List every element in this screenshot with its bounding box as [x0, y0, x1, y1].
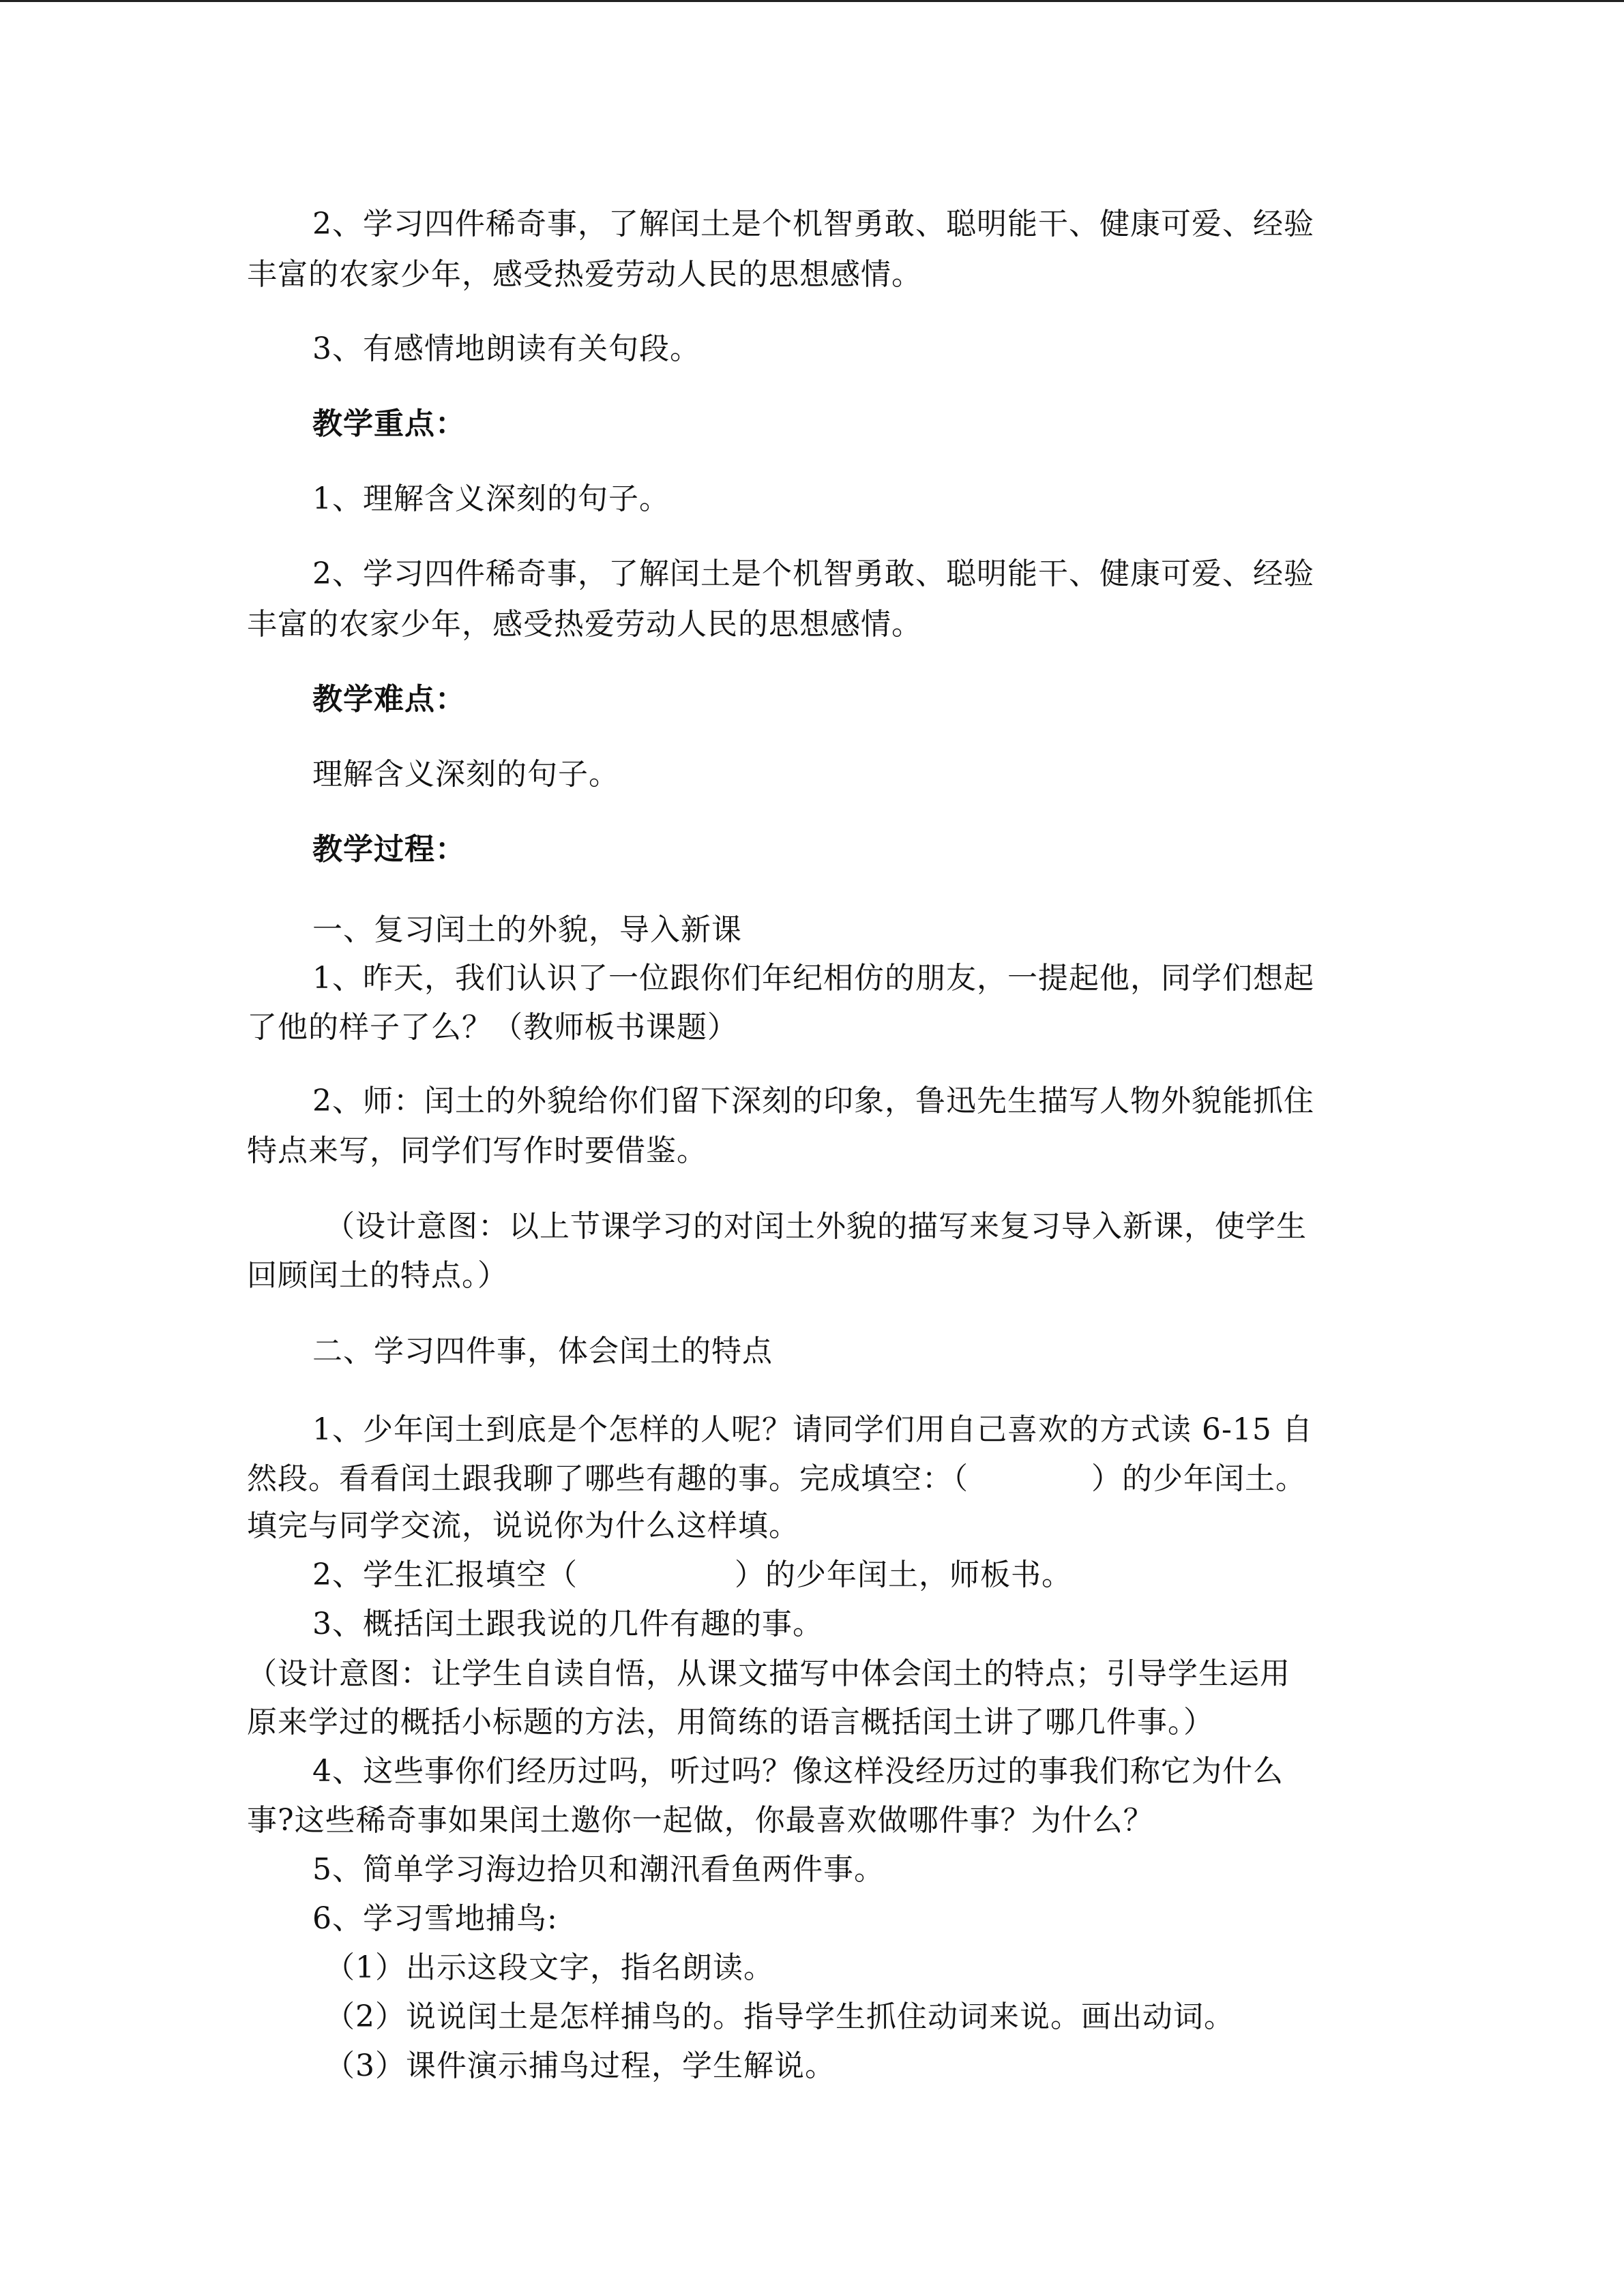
- report-suffix-text: ）的少年闰土，师板书。: [735, 1557, 1072, 1592]
- section-1-design-note-line2: 回顾闰土的特点。）: [247, 1258, 508, 1293]
- section-2-para-1-line3: 填完与同学交流，说说你为什么这样填。: [247, 1508, 799, 1543]
- fill-in-prompt-text: 然段。看看闰土跟我聊了哪些有趣的事。完成填空：（: [247, 1461, 969, 1496]
- section-2-para-4-line1: 4、这些事你们经历过吗，听过吗？像这样没经历过的事我们称它为什么: [312, 1754, 1284, 1789]
- section-2-para-3: 3、概括闰土跟我说的几件有趣的事。: [312, 1607, 823, 1641]
- section-2-para-6: 6、学习雪地捕鸟:: [312, 1901, 558, 1936]
- section-2-para-4-line2: 事?这些稀奇事如果闰土邀你一起做，你最喜欢做哪件事？为什么？: [247, 1803, 1154, 1838]
- section-2-design-note-line1: （设计意图：让学生自读自悟，从课文描写中体会闰土的特点；引导学生运用: [247, 1656, 1290, 1691]
- key-point-2-line1: 2、学习四件稀奇事，了解闰土是个机智勇敢、聪明能干、健康可爱、经验: [312, 556, 1314, 591]
- heading-difficult-points: 教学难点：: [312, 682, 466, 717]
- objective-3: 3、有感情地朗读有关句段。: [312, 331, 700, 366]
- objective-2-line2: 丰富的农家少年，感受热爱劳动人民的思想感情。: [247, 257, 922, 292]
- section-2-para-5: 5、简单学习海边拾贝和潮汛看鱼两件事。: [312, 1852, 885, 1887]
- section-2-para-1-line1: 1、少年闰土到底是个怎样的人呢？请同学们用自己喜欢的方式读 6-15 自: [312, 1412, 1313, 1447]
- key-point-2-line2: 丰富的农家少年，感受热爱劳动人民的思想感情。: [247, 607, 922, 642]
- fill-in-suffix-text: ）的少年闰土。: [1091, 1461, 1306, 1496]
- section-2-para-6-item-1: （1）出示这段文字，指名朗读。: [325, 1950, 774, 1985]
- key-point-1: 1、理解含义深刻的句子。: [312, 481, 670, 516]
- difficult-point-1: 理解含义深刻的句子。: [312, 757, 619, 792]
- heading-key-points: 教学重点：: [312, 406, 466, 441]
- section-2-para-2: [312, 1550, 1379, 1600]
- section-2-para-6-item-3: （3）课件演示捕鸟过程，学生解说。: [325, 2048, 836, 2083]
- section-1-para-2-line2: 特点来写，同学们写作时要借鉴。: [247, 1133, 707, 1168]
- section-1-para-2-line1: 2、师：闰土的外貌给你们留下深刻的印象，鲁迅先生描写人物外貌能抓住: [312, 1084, 1314, 1118]
- section-2-para-1-line2: [247, 1454, 1379, 1504]
- section-1-para-1-line2: 了他的样子了么？（教师板书课题）: [247, 1010, 738, 1045]
- section-1-title: 一、复习闰土的外貌，导入新课: [312, 912, 742, 947]
- report-prompt-text: 2、学生汇报填空（: [312, 1557, 578, 1592]
- section-2-title: 二、学习四件事，体会闰土的特点: [312, 1334, 773, 1369]
- section-2-para-6-item-2: （2）说说闰土是怎样捕鸟的。指导学生抓住动词来说。画出动词。: [325, 1999, 1235, 2034]
- objective-2-line1: 2、学习四件稀奇事，了解闰土是个机智勇敢、聪明能干、健康可爱、经验: [312, 207, 1314, 241]
- section-2-design-note-line2: 原来学过的概括小标题的方法，用简练的语言概括闰土讲了哪几件事。）: [247, 1705, 1214, 1740]
- section-1-design-note-line1: （设计意图：以上节课学习的对闰土外貌的描写来复习导入新课，使学生: [325, 1209, 1307, 1244]
- section-1-para-1-line1: 1、昨天，我们认识了一位跟你们年纪相仿的朋友，一提起他，同学们想起: [312, 961, 1314, 996]
- heading-teaching-process: 教学过程：: [312, 832, 466, 867]
